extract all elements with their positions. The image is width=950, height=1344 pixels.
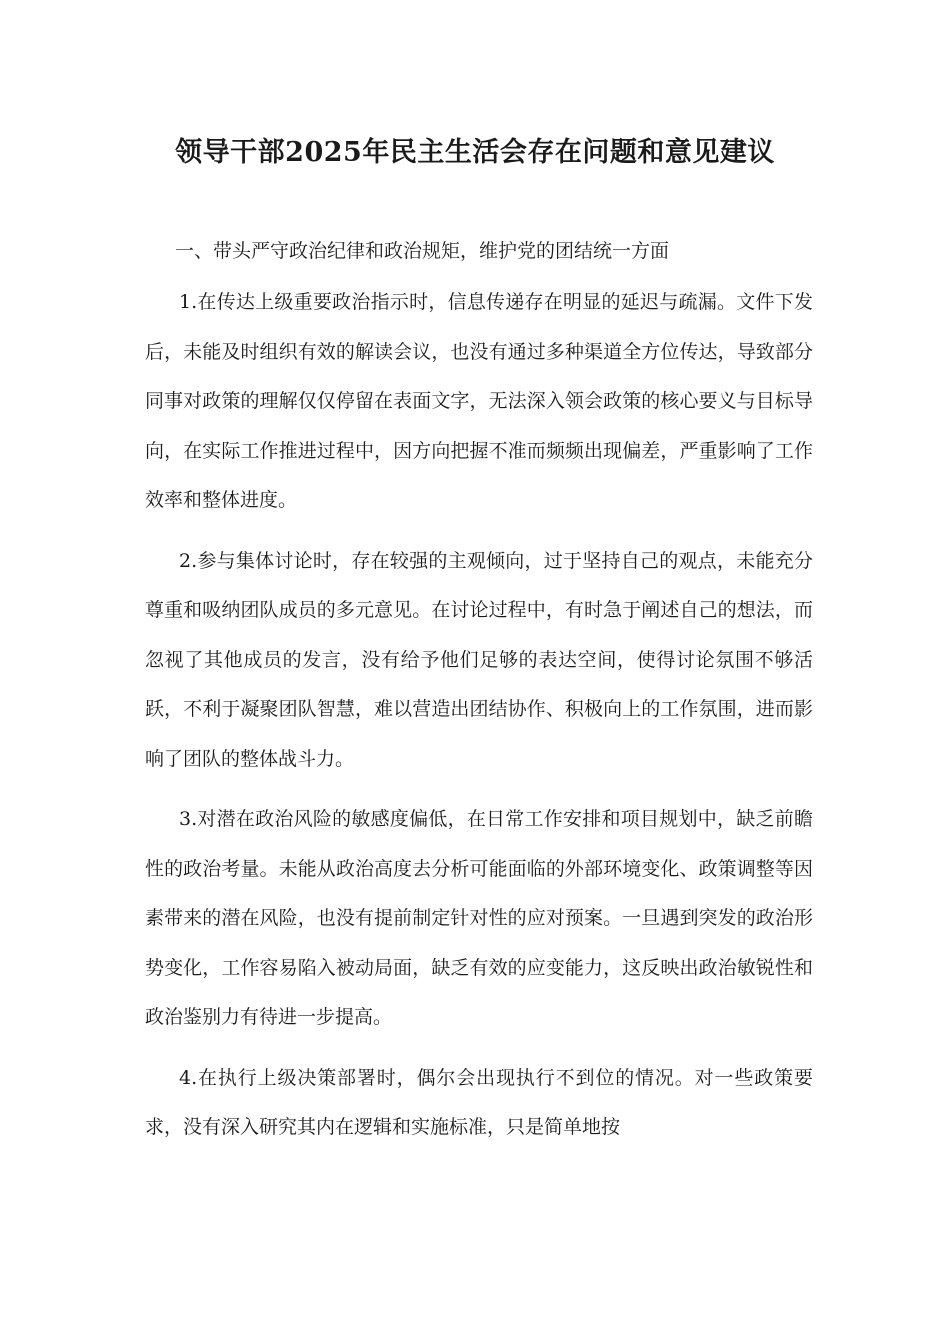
paragraph-3: 3.对潜在政治风险的敏感度偏低，在日常工作安排和项目规划中，缺乏前瞻性的政治考量。未能从政治高度去分析可能面临的外部环境变化、政策调整等因素带来的潜在风险，也没有提前制定针对性的应对预案。一旦遇到突发的政治形势变化，工作容易陷入被动局面，缺乏有效的应变能力，这反映出政治敏锐性和政治鉴别力有待进一步提高。 [145, 808, 813, 1028]
paragraph-1: 1.在传达上级重要政治指示时，信息传递存在明显的延迟与疏漏。文件下发后，未能及时组织有效的解读会议，也没有通过多种渠道全方位传达，导致部分同事对政策的理解仅仅停留在表面文字，无法深入领会政策的核心要义与目标导向，在实际工作推进过程中，因方向把握不准而频频出现偏差，严重影响了工作效率和整体进度。 [145, 291, 813, 511]
section-heading: 一、带头严守政治纪律和政治规矩，维护党的团结统一方面 [175, 240, 670, 262]
document-body [145, 228, 813, 1164]
paragraph-2: 2.参与集体讨论时，存在较强的主观倾向，过于坚持自己的观点，未能充分尊重和吸纳团队成员的多元意见。在讨论过程中，有时急于阐述自己的想法，而忽视了其他成员的发言，没有给予他们足够的表达空间，使得讨论氛围不够活跃，不利于凝聚团队智慧，难以营造出团结协作、积极向上的工作氛围，进而影响了团队的整体战斗力。 [145, 549, 813, 770]
paragraph-4: 4.在执行上级决策部署时，偶尔会出现执行不到位的情况。对一些政策要求，没有深入研究其内在逻辑和实施标准，只是简单地按 [145, 1066, 813, 1138]
document-title: 领导干部2025年民主生活会存在问题和意见建议 [175, 137, 775, 168]
